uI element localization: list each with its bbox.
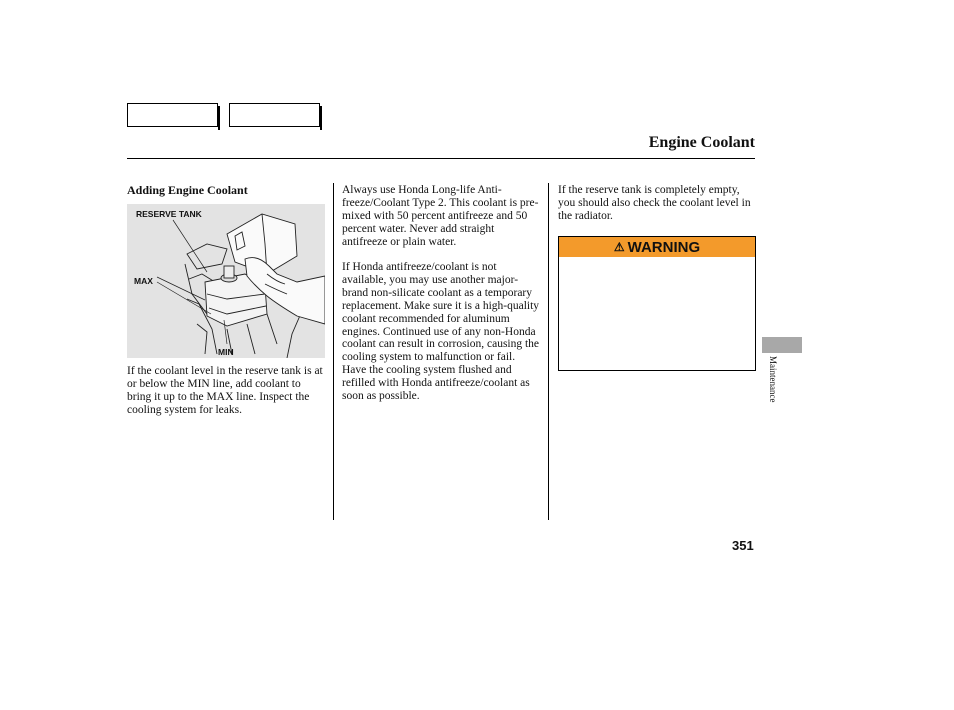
warning-label: WARNING [627,238,701,256]
warning-header [559,237,755,257]
warning-box [558,236,756,371]
column-1 [127,184,327,429]
nav-button-main-menu[interactable] [127,103,218,127]
section-heading: Adding Engine Coolant [127,183,248,197]
column-2 [342,184,542,416]
section-tab[interactable] [762,337,802,353]
max-label: MAX [134,275,153,286]
nav-button-contents[interactable] [229,103,320,127]
header-rule [127,158,755,159]
column-2-para-1: Always use Honda Long-life Anti-freeze/Coolant Type 2. This coolant is pre-mixed with 50 percent antifreeze and 50 percent water. Never add straight antifreeze or plain water. [342,184,539,248]
page-number: 351 [732,538,754,553]
page-title: Engine Coolant [648,134,755,151]
column-3 [558,184,755,235]
column-1-text: If the coolant level in the reserve tank is at or below the MIN line, add coolant to bring it up to the MAX line. Inspect the cooling system for leaks. [127,364,323,416]
column-divider-1 [333,183,334,520]
column-2-para-2: If Honda antifreeze/coolant is not available, you may use another major-brand non-silicate coolant as a temporary replacement. Make sure it is a high-quality coolant recommended for aluminum engines. Continued use of any non-Honda coolant can result in corrosion, causing the cooling system to malfunction or fail. Have the cooling system flushed and refilled with Honda antifreeze/coolant as soon as possible. [342,261,540,403]
engine-bay-drawing [127,204,325,358]
warning-triangle-icon: ⚠ [613,240,625,254]
column-divider-2 [548,183,549,520]
column-3-para-1: If the reserve tank is completely empty, you should also check the coolant level in the radiator. [558,184,751,222]
reserve-tank-label: RESERVE TANK [136,208,202,219]
section-label: Maintenance [768,356,778,403]
reserve-tank-illustration [127,204,325,358]
min-label: MIN [218,346,234,357]
